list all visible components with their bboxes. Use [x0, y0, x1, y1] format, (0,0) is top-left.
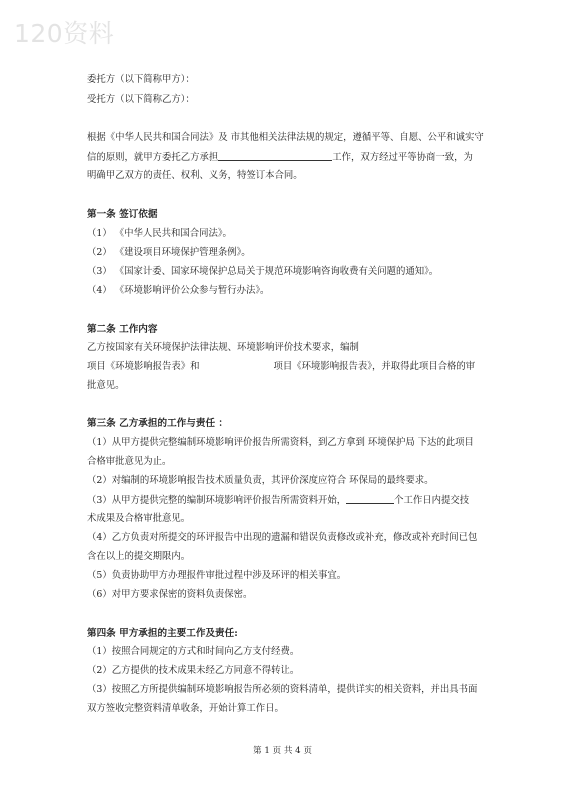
- article-3-title: 第三条 乙方承担的工作与责任 ：: [87, 418, 228, 429]
- intro-line-2-start: 信的原则，就甲方委托乙方承担: [87, 152, 219, 163]
- article-3-para-5: （5）负责协助甲方办理报件审批过程中涉及环评的相关事宜。: [87, 570, 347, 581]
- article-3-para-3: [87, 494, 469, 507]
- article-1-item: （3） 《国家计委、国家环境保护总局关于规范环境影响咨询收费有关问题的通知》。: [87, 266, 439, 277]
- article-1-item: （1） 《中华人民共和国合同法》。: [87, 228, 232, 239]
- article-2-line-2: [87, 361, 475, 373]
- article-3-para-2: （2）对编制的环境影响报告技术质量负责，其评价深度应符合 环保局的最终要求。: [87, 475, 434, 486]
- article-1-item: （4） 《环境影响评价公众参与暂行办法》。: [87, 285, 270, 296]
- article-4-para-2: （2）乙方提供的技术成果未经乙方同意不得转让。: [87, 665, 300, 676]
- article-4-para-1: （1）按照合同规定的方式和时间向乙方支付经费。: [87, 646, 300, 657]
- page-number: 第 1 页 共 4 页: [253, 746, 312, 756]
- article-3-para-3-end: 个工作日内提交技: [394, 495, 470, 506]
- article-2-title: 第二条 工作内容: [87, 324, 158, 335]
- article-3-para-4: （4）乙方负责对所提交的环评报告中出现的遗漏和错误负责修改或补充，修改或补充时间已包: [87, 532, 478, 543]
- project-name-blank[interactable]: [218, 151, 332, 161]
- intro-line-3: 明确甲乙双方的责任、权利、义务，特签订本合同。: [87, 170, 303, 181]
- article-3-para-1: （1）从甲方提供完整编制环境影响评价报告所需资料，到乙方拿到 环境保护局 下达的此项目: [87, 437, 474, 448]
- article-3-para-4-cont: 含在以上的提交期限内。: [87, 551, 191, 562]
- article-2-line-3: 批意见。: [87, 380, 125, 391]
- article-3-para-6: （6）对甲方要求保密的资料负责保密。: [87, 589, 253, 600]
- client-party-line: 委托方（以下简称甲方）：: [87, 74, 195, 85]
- article-4-para-3: （3）按照乙方所提供编制环境影响报告所必须的资料清单，提供详实的相关资料，并出具书面: [87, 684, 478, 695]
- article-3-para-1-cont: 合格审批意见为止。: [87, 456, 172, 467]
- watermark-logo: 120资料: [14, 19, 115, 48]
- article-4-title: 第四条 甲方承担的主要工作及责任:: [87, 628, 238, 639]
- workday-count-blank[interactable]: [346, 494, 394, 504]
- article-1-title: 第一条 签订依据: [87, 209, 158, 220]
- intro-line-1: 根据《中华人民共和国合同法》及 市其他相关法律法规的规定，遵循平等、自愿、公平和诚实守: [87, 132, 484, 143]
- intro-line-2-end: 工作，双方经过平等协商一致，为: [332, 152, 473, 163]
- intro-line-2: [87, 151, 473, 164]
- article-3-para-3-cont: 术成果及合格审批意见。: [87, 513, 191, 524]
- article-1-item: （2） 《建设项目环境保护管理条例》。: [87, 247, 251, 258]
- article-2-line-2-start: 项目《环境影响报告表》和: [87, 361, 200, 372]
- article-4-para-3-cont: 双方签收完整资料清单收条，开始计算工作日。: [87, 703, 284, 714]
- article-2-line-2-end: 项目《环境影响报告表》，并取得此项目合格的审: [273, 361, 476, 372]
- article-2-line-1: 乙方按国家有关环境保护法律法规、环境影响评价技术要求，编制: [87, 342, 359, 353]
- contractor-party-line: 受托方（以下简称乙方）：: [87, 94, 195, 105]
- article-3-para-3-start: （3）从甲方提供完整的编制环境影响评价报告所需资料开始，: [87, 495, 347, 506]
